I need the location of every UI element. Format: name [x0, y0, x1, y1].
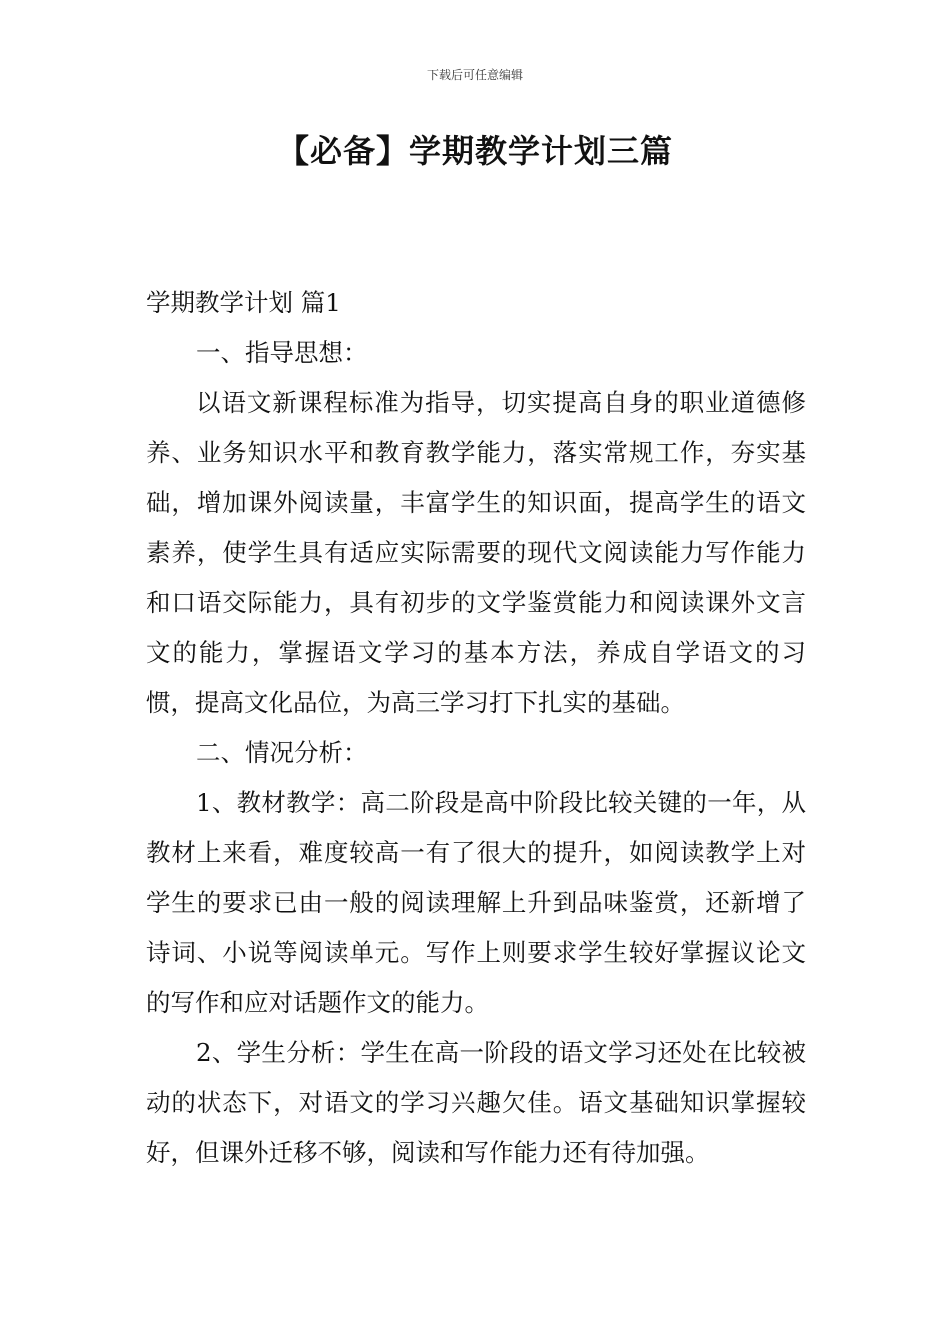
section-heading-situation-analysis: 二、情况分析：	[196, 738, 368, 767]
document-title: 【必备】学期教学计划三篇	[276, 132, 673, 170]
page-header-note: 下载后可任意编辑	[426, 68, 523, 82]
paragraph-student-analysis: 2、学生分析：学生在高一阶段的语文学习还处在比较被动的状态下，对语文的学习兴趣欠佳。语文基础知识掌握较好，但课外迁移不够，阅读和写作能力还有待加强。	[146, 1038, 806, 1167]
section-label: 学期教学计划 篇1	[146, 288, 341, 317]
document-body	[146, 278, 806, 1178]
paragraph-guiding-ideology: 以语文新课程标准为指导，切实提高自身的职业道德修养、业务知识水平和教育教学能力，落实常规工作，夯实基础，增加课外阅读量，丰富学生的知识面，提高学生的语文素养，使学生具有适应实际需要的现代文阅读能力写作能力和口语交际能力，具有初步的文学鉴赏能力和阅读课外文言文的能力，掌握语文学习的基本方法，养成自学语文的习惯，提高文化品位，为高三学习打下扎实的基础。	[146, 388, 806, 717]
section-heading-guiding-ideology: 一、指导思想：	[196, 338, 368, 367]
paragraph-textbook-teaching: 1、教材教学：高二阶段是高中阶段比较关键的一年，从教材上来看，难度较高一有了很大的提升，如阅读教学上对学生的要求已由一般的阅读理解上升到品味鉴赏，还新增了诗词、小说等阅读单元。写作上则要求学生较好掌握议论文的写作和应对话题作文的能力。	[146, 788, 806, 1017]
